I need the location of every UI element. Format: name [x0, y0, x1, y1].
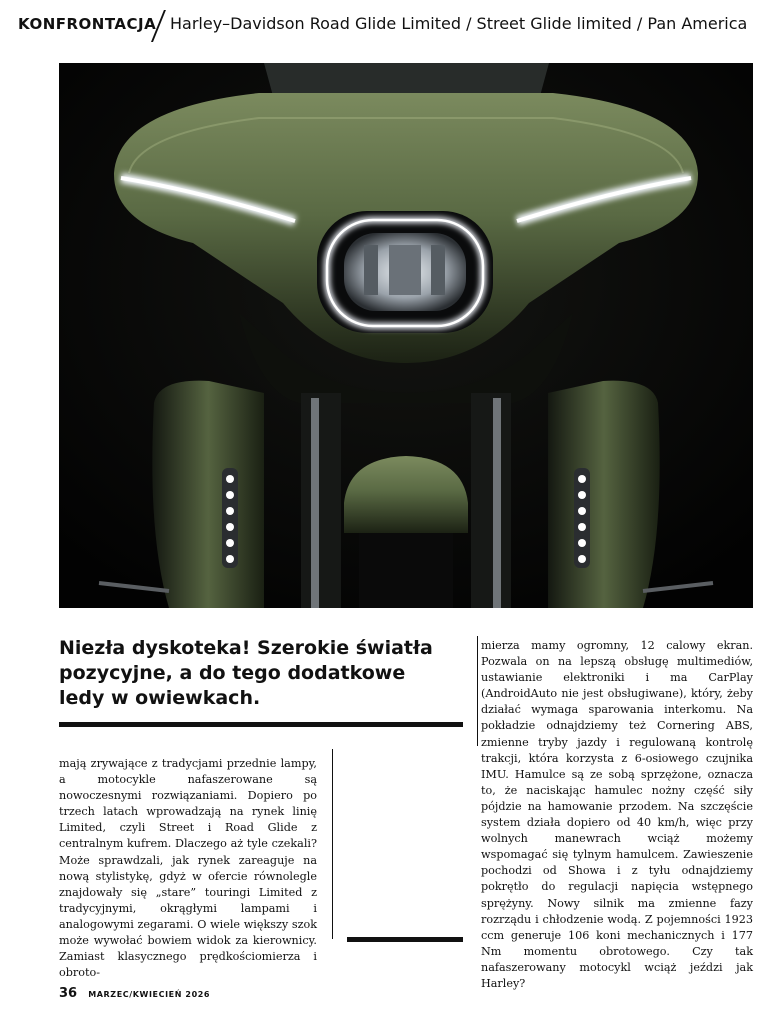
- issue-date: MARZEC/KWIECIEŃ 2026: [88, 990, 211, 999]
- motorcycle-fairing-illustration: [59, 63, 753, 608]
- column-end-bar: [347, 937, 463, 942]
- photo-caption-headline: Niezła dyskoteka! Szerokie światła pozycyjne, a do tego dodatkowe ledy w owiewkach.: [59, 637, 433, 709]
- article-column-right: [481, 638, 753, 992]
- motorcycle-photo: [59, 63, 753, 608]
- section-label: KONFRONTACJA: [18, 15, 157, 33]
- headlight: [317, 211, 493, 333]
- page-header: [18, 10, 768, 44]
- article-text-left: mają zrywające z tradycjami przednie lampy, a motocykle nafaszerowane są nowoczesnymi rozwiązaniami. Dopiero po trzech latach wprowadzają na rynek linię Limited, czyli Street i Road Glide z centralnym kufrem. Dlaczego aż tyle czekali? Może sprawdzali, jak rynek zareaguje na nową stylistykę, gdyż w ofercie równolegle znajdowały się „stare” touringi Limited z tradycyjnymi, okrągłymi lampami i analogowymi zegarami. O wiele większy szok może wywołać bowiem widok za kierownicy. Zamiast klasycznego prędkościomierza i obroto-: [59, 757, 317, 980]
- caption-bar: [59, 722, 463, 727]
- article-column-left: [59, 756, 317, 981]
- column-divider-right: [477, 636, 478, 746]
- header-title: Harley–Davidson Road Glide Limited / Street Glide limited / Pan America: [170, 14, 748, 33]
- article-text-right: mierza mamy ogromny, 12 calowy ekran. Pozwala on na lepszą obsługę multimediów, ustawianie elektroniki i ma CarPlay (AndroidAuto nie jest obsługiwane), który, żeby działać wymaga sparowania interkomu. Na pokładzie odnajdziemy też Cornering ABS, zmienne tryby jazdy i regulowaną kontrolę trakcji, która korzysta z 6-osiowego czujnika IMU. Hamulce są ze sobą sprzężone, oznacza to, że naciskając hamulec nożny część siły pójdzie na hamowanie przodem. Na szczęście system działa dopiero od 40 km/h, więc przy wolnych manewrach wciąż możemy wspomagać się tylnym hamulcem. Zawieszenie pochodzi od Showa i z tyłu odnajdziemy pokrętło do regulacji napięcia wstępnego sprężyny. Nowy silnik ma zmienne fazy rozrządu i chłodzenie wodą. Z pojemności 1923 ccm generuje 106 koni mechanicznych i 177 Nm momentu obrotowego. Czy tak nafaszerowany motocykl wciąż jeździ jak Harley?: [481, 639, 753, 990]
- page-footer: [59, 982, 210, 1001]
- page-number: 36: [59, 986, 78, 1001]
- column-divider-left: [332, 749, 333, 939]
